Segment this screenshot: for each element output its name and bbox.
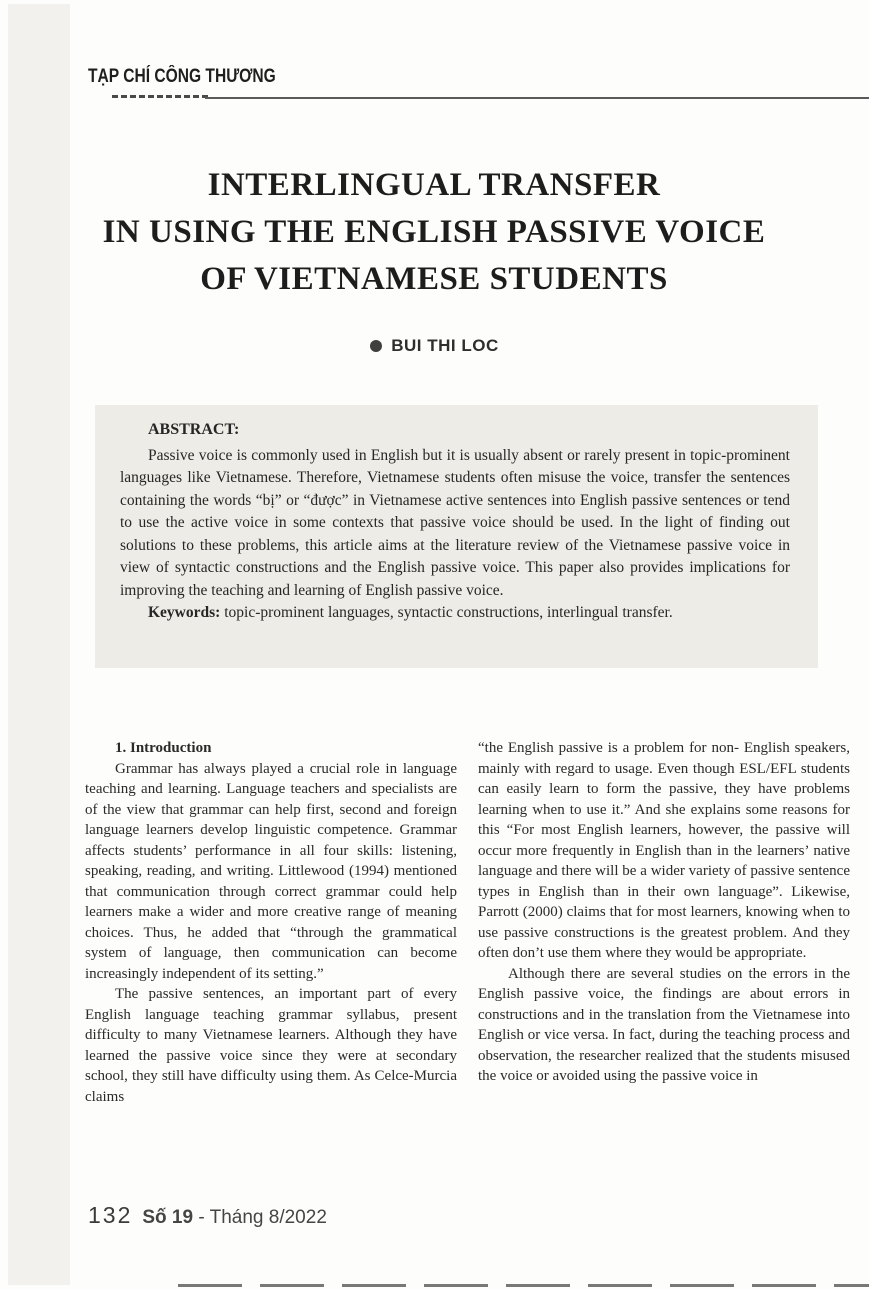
right-column: [478, 738, 850, 1107]
section-heading-introduction: 1. Introduction: [115, 740, 212, 756]
article-title-line-1: INTERLINGUAL TRANSFER: [207, 167, 661, 203]
abstract-box: [95, 405, 818, 668]
left-column: [85, 738, 457, 1107]
body-columns: [85, 738, 850, 1107]
keywords-line: [120, 602, 790, 625]
article-title-line-3: OF VIETNAMESE STUDENTS: [200, 261, 668, 297]
abstract-text: Passive voice is commonly used in English but it is usually absent or rarely present in topic-prominent languages like Vietnamese. Therefore, Vietnamese students often misuse the voice, transfer the sentences containing the words “bị” or “được” in Vietnamese active sentences into English passive sentences or tend to use the active voice in some contexts that passive voice should be used. In the light of finding out solutions to these problems, this article aims at the literature review of the Vietnamese passive voice in view of syntactic constructions and the English passive voice. This paper also provides implications for improving the teaching and learning of English passive voice.: [120, 446, 790, 599]
issue-label: Số 19: [142, 1207, 194, 1228]
paragraph: The passive sentences, an important part of every English language teaching grammar syllabus, present difficulty to many Vietnamese learners. Although they have learned the passive voice since they were at secondary school, they still have difficulty using them. As Celce-Murcia claims: [85, 986, 457, 1105]
keywords-text: topic-prominent languages, syntactic constructions, interlingual transfer.: [220, 604, 673, 621]
masthead-solid-rule: [205, 97, 869, 99]
article-title: [44, 162, 824, 303]
abstract-heading: ABSTRACT:: [148, 421, 240, 438]
paragraph: “the English passive is a problem for non- English speakers, mainly with regard to usage. Even though ESL/EFL students can easily learn to form the passive, they have problems learning when to use it.” And she explains some reasons for this “For most English learners, however, the passive will occur more frequently in English than in the learners’ native language and there will be a wider variety of passive sentence types in English than in their own language”. Likewise, Parrott (2000) claims that for most learners, knowing when to use passive constructions is the greatest problem. And they often don’t use them where they would be appropriate.: [478, 740, 850, 961]
journal-masthead: TẠP CHÍ CÔNG THƯƠNG: [88, 66, 276, 87]
author-row: [0, 336, 869, 356]
page-number: 132: [88, 1202, 133, 1228]
author-name: BUI THI LOC: [391, 336, 499, 355]
paragraph: Grammar has always played a crucial role in language teaching and learning. Language teachers and specialists are of the view that grammar can help first, second and foreign language learners develop linguistic competence. Grammar affects students’ performance in all four skills: listening, speaking, reading, and writing. Littlewood (1994) mentioned that communication through correct grammar could help learners make a wider and more creative range of meaning choices. Thus, he added that “through the grammatical system of language, then communication can become increasingly independent of its setting.”: [85, 760, 457, 982]
masthead-dashed-rule: [112, 95, 208, 98]
issue-date: - Tháng 8/2022: [193, 1207, 327, 1228]
paragraph: Although there are several studies on the errors in the English passive voice, the findings are about errors in constructions and in the translation from the Vietnamese into English or vice versa. In fact, during the teaching process and observation, the researcher realized that the students misused the voice or avoided using the passive voice in: [478, 965, 850, 1084]
author-bullet-icon: [370, 340, 382, 352]
scan-bottom-edge: [178, 1284, 869, 1287]
article-title-line-2: IN USING THE ENGLISH PASSIVE VOICE: [102, 214, 766, 250]
page-footer: [88, 1202, 327, 1229]
keywords-label: Keywords:: [148, 604, 221, 621]
